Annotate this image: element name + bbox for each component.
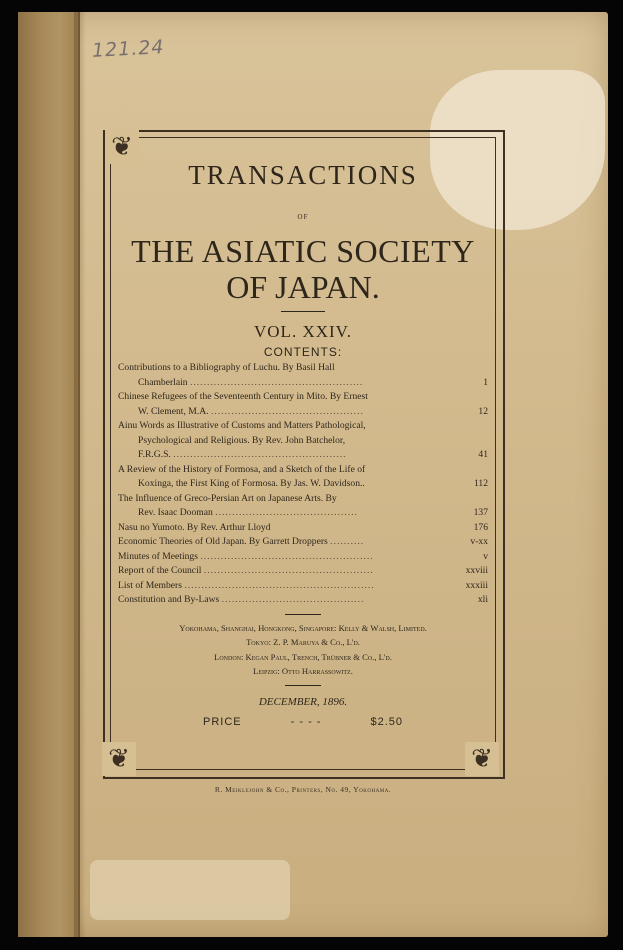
page-number: 1	[483, 376, 488, 388]
price-value: $2.50	[370, 715, 403, 728]
ornament-flourish-icon: ❦	[465, 742, 499, 776]
list-item: List of Members ........................................................ xxxiii	[118, 579, 488, 594]
book-spine	[18, 12, 80, 937]
cover-content	[118, 140, 488, 728]
page-number: xli	[477, 594, 488, 605]
list-item: Chinese Refugees of the Seventeenth Century in Mito. By Ernest W. Clement, M.A. ............................................. 12	[118, 390, 488, 419]
contents-heading: CONTENTS:	[263, 345, 343, 359]
list-item: Nasu no Yumoto. By Rev. Arthur Lloyd 176	[118, 521, 488, 536]
list-item: Economic Theories of Old Japan. By Garrett Droppers .......... v-xx	[118, 535, 488, 550]
list-item: Report of the Council .................................................. xxviii	[118, 564, 488, 579]
ornament-flourish-icon: ❦	[105, 130, 139, 164]
publication-date: DECEMBER, 1896.	[258, 695, 348, 708]
page-number: 41	[478, 449, 488, 460]
list-item: Contributions to a Bibliography of Luchu. By Basil Hall Chamberlain ................................................... 1	[118, 361, 488, 390]
page-number: 12	[478, 405, 488, 417]
ornament-flourish-icon: ❦	[102, 742, 136, 776]
page-number: 137	[473, 507, 488, 518]
volume-number: VOL. XXIV.	[254, 322, 352, 341]
divider	[285, 685, 321, 686]
list-item: The Influence of Greco-Persian Art on Japanese Arts. By Rev. Isaac Dooman .......................................... 137	[118, 492, 488, 521]
printer-imprint: R. Meiklejohn & Co., Printers, No. 49, Yokohama.	[214, 785, 392, 794]
page-number: 112	[473, 478, 488, 489]
page-number: xxviii	[465, 565, 488, 576]
society-name-line2: OF JAPAN.	[226, 269, 380, 305]
page-number: 176	[473, 521, 488, 533]
price-label: PRICE	[203, 715, 242, 728]
title-connector: OF	[297, 213, 309, 221]
page-number: xxxiii	[465, 579, 488, 591]
society-name-line1: THE ASIATIC SOCIETY	[131, 233, 475, 269]
list-item: Minutes of Meetings ................................................... v	[118, 550, 488, 565]
list-item: Constitution and By-Laws .......................................... xli	[118, 593, 488, 608]
publisher-line: Tokyo: Z. P. Maruya & Co., L'd.	[246, 637, 360, 647]
paper-stain	[90, 860, 290, 920]
price-dashes: - - - -	[290, 715, 322, 728]
handwritten-catalog-number: 121.24	[91, 36, 166, 62]
divider	[285, 614, 321, 615]
publisher-line: Leipzig: Otto Harrassowitz.	[253, 666, 353, 676]
price-line	[203, 716, 403, 728]
publisher-line: Yokohama, Shanghai, Hongkong, Singapore: Kelly & Walsh, Limited.	[179, 622, 427, 633]
spine-shadow	[74, 12, 86, 937]
list-item: Ainu Words as Illustrative of Customs and Matters Pathological, Psychological and Religious. By Rev. John Batchelor, F.R.G.S. ................................................... 41	[118, 419, 488, 463]
publisher-line: London: Kegan Paul, Trench, Trübner & Co., L'd.	[214, 651, 392, 662]
contents-list	[118, 361, 488, 608]
divider	[281, 311, 325, 312]
journal-title: TRANSACTIONS	[188, 160, 418, 190]
list-item: A Review of the History of Formosa, and a Sketch of the Life of Koxinga, the First King of Formosa. By Jas. W. Davidson.. 112	[118, 463, 488, 492]
page-number: v	[483, 550, 488, 562]
page-number: v-xx	[470, 536, 488, 547]
